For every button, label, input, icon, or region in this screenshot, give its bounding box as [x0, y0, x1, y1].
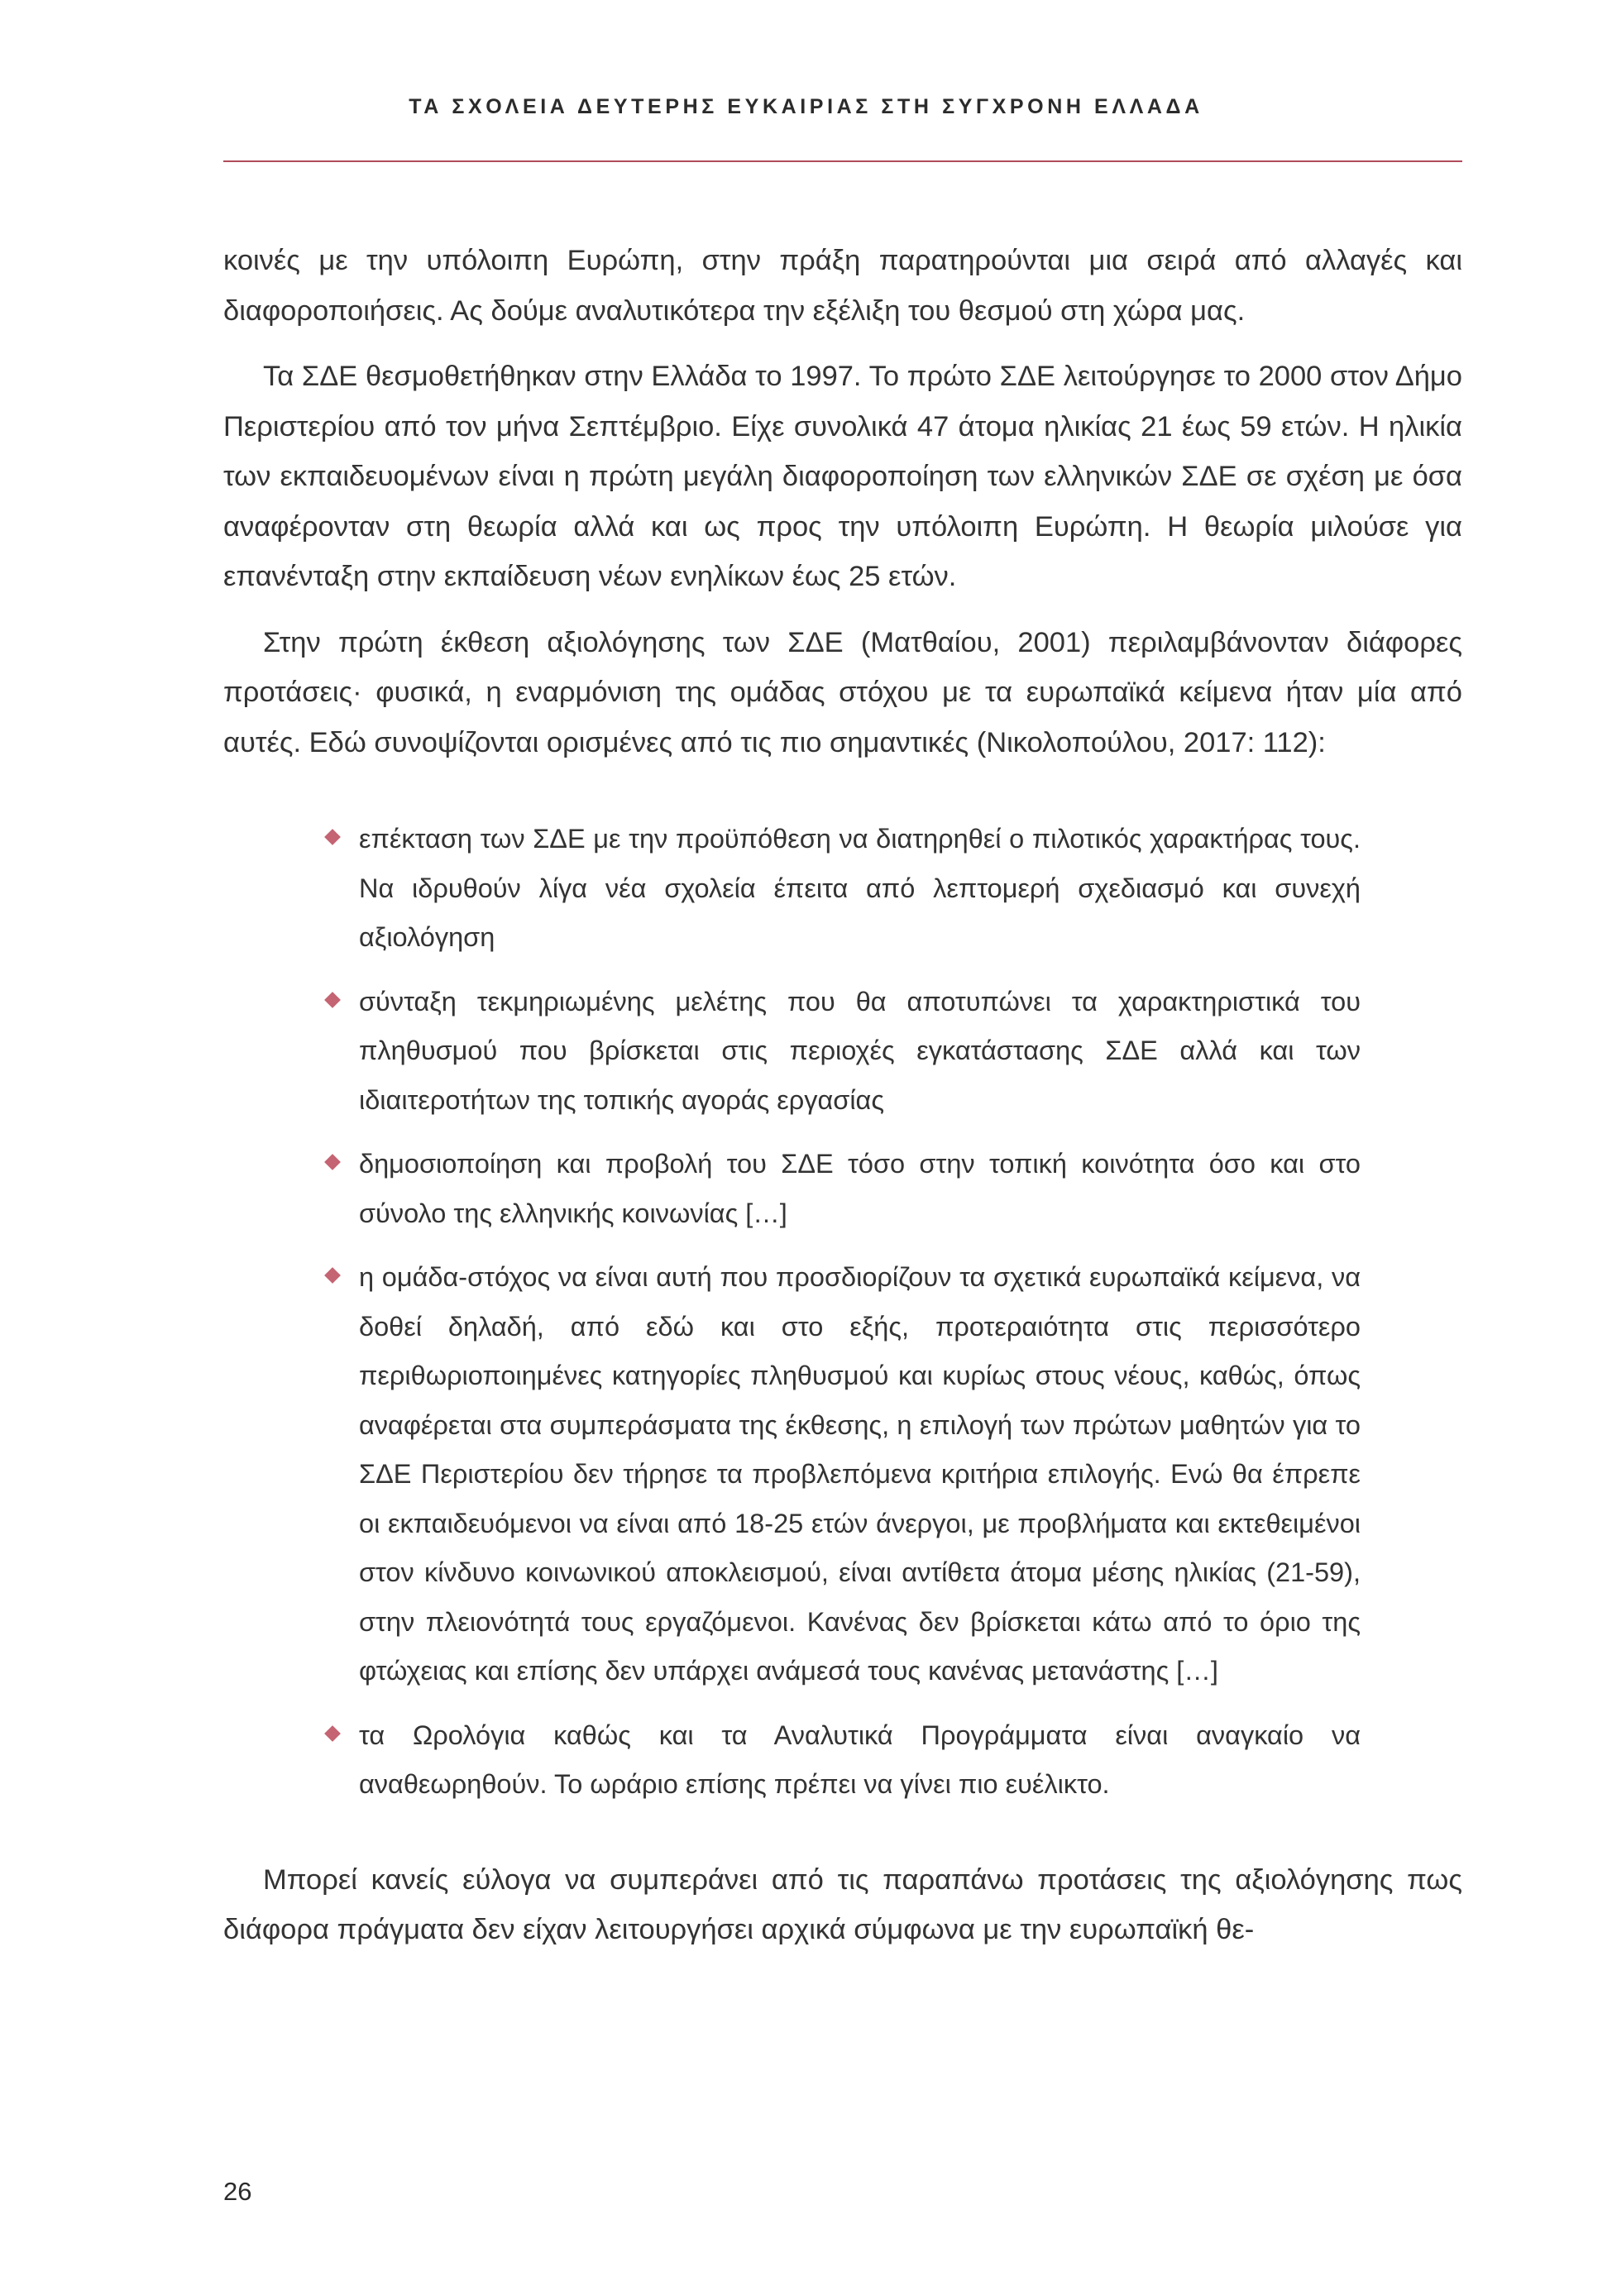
list-item-text: σύνταξη τεκμηριωμένης μελέτης που θα αποτυπώνει τα χαρακτηριστικά του πληθυσμού που βρίσκεται στις περιοχές εγκατάστασης ΣΔΕ αλλά και των ιδιαιτεροτήτων της τοπικής αγοράς εργασίας [359, 986, 1361, 1115]
paragraph-closing: Μπορεί κανείς εύλογα να συμπεράνει από τις παραπάνω προτάσεις της αξιολόγησης πως διάφορα πράγματα δεν είχαν λειτουργήσει αρχικά σύμφωνα με την ευρωπαϊκή θε- [223, 1863, 1462, 1945]
list-item-text: επέκταση των ΣΔΕ με την προϋπόθεση να διατηρηθεί ο πιλοτικός χαρακτήρας τους. Να ιδρυθούν λίγα νέα σχολεία έπειτα από λεπτομερή σχεδιασμό και συνεχή αξιολόγηση [359, 824, 1361, 952]
list-item-text: τα Ωρολόγια καθώς και τα Αναλυτικά Προγράμματα είναι αναγκαίο να αναθεωρηθούν. Το ωράριο επίσης πρέπει να γίνει πιο ευέλικτο. [359, 1720, 1361, 1799]
header-rule [223, 160, 1462, 162]
list-item-text: δημοσιοποίηση και προβολή του ΣΔΕ τόσο στην τοπική κοινότητα όσο και στο σύνολο της ελληνικής κοινωνίας […] [359, 1149, 1361, 1228]
diamond-bullet-icon [324, 1267, 341, 1284]
diamond-bullet-icon [324, 992, 341, 1008]
proposals-list [223, 815, 1462, 1810]
diamond-bullet-icon [324, 1154, 341, 1170]
running-header: ΤΑ ΣΧΟΛΕΙΑ ΔΕΥΤΕΡΗΣ ΕΥΚΑΙΡΙΑΣ ΣΤΗ ΣΥΓΧΡΟΝΗ ΕΛΛΑΔΑ [409, 95, 1203, 118]
list-item [359, 1711, 1361, 1810]
main-text [223, 236, 1462, 1971]
paragraph-evaluation: Στην πρώτη έκθεση αξιολόγησης των ΣΔΕ (Ματθαίου, 2001) περιλαμβάνονταν διάφορες προτάσεις· φυσικά, η εναρμόνιση της ομάδας στόχου με τα ευρωπαϊκά κείμενα ήταν μία από αυτές. Εδώ συνοψίζονται ορισμένες από τις πιο σημαντικές (Νικολοπούλου, 2017: 112): [223, 626, 1462, 758]
paragraph-continuation: κοινές με την υπόλοιπη Ευρώπη, στην πράξη παρατηρούνται μια σειρά από αλλαγές και διαφοροποιήσεις. Ας δούμε αναλυτικότερα την εξέλιξη του θεσμού στη χώρα μας. [223, 245, 1462, 327]
diamond-bullet-icon [324, 829, 341, 845]
list-item [359, 1140, 1361, 1238]
paragraph-history: Τα ΣΔΕ θεσμοθετήθηκαν στην Ελλάδα το 1997. Το πρώτο ΣΔΕ λειτούργησε το 2000 στον Δήμο Περιστερίου από τον μήνα Σεπτέμβριο. Είχε συνολικά 47 άτομα ηλικίας 21 έως 59 ετών. Η ηλικία των εκπαιδευομένων είναι η πρώτη μεγάλη διαφοροποίηση των ελληνικών ΣΔΕ σε σχέση με όσα αναφέρονταν στη θεωρία αλλά και ως προς την υπόλοιπη Ευρώπη. Η θεωρία μιλούσε για επανένταξη στην εκπαίδευση νέων ενηλίκων έως 25 ετών. [223, 361, 1462, 592]
diamond-bullet-icon [324, 1725, 341, 1742]
list-item-text: η ομάδα-στόχος να είναι αυτή που προσδιορίζουν τα σχετικά ευρωπαϊκά κείμενα, να δοθεί δηλαδή, από εδώ και στο εξής, προτεραιότητα στις περισσότερο περιθωριοποιημένες κατηγορίες πληθυσμού και κυρίως στους νέους, καθώς, όπως αναφέρεται στα συμπεράσματα της έκθεσης, η επιλογή των πρώτων μαθητών για το ΣΔΕ Περιστερίου δεν τήρησε τα προβλεπόμενα κριτήρια επιλογής. Ενώ θα έπρεπε οι εκπαιδευόμενοι να είναι από 18-25 ετών άνεργοι, με προβλήματα και εκτεθειμένοι στον κίνδυνο κοινωνικού αποκλεισμού, είναι αντίθετα άτομα μέσης ηλικίας (21-59), στην πλειονότητά τους εργαζόμενοι. Κανένας δεν βρίσκεται κάτω από το όριο της φτώχειας και επίσης δεν υπάρχει ανάμεσά τους κανένας μετανάστης […] [359, 1262, 1361, 1686]
list-item [359, 978, 1361, 1126]
page-number: 26 [223, 2177, 252, 2206]
list-item [359, 1253, 1361, 1696]
list-item [359, 815, 1361, 963]
